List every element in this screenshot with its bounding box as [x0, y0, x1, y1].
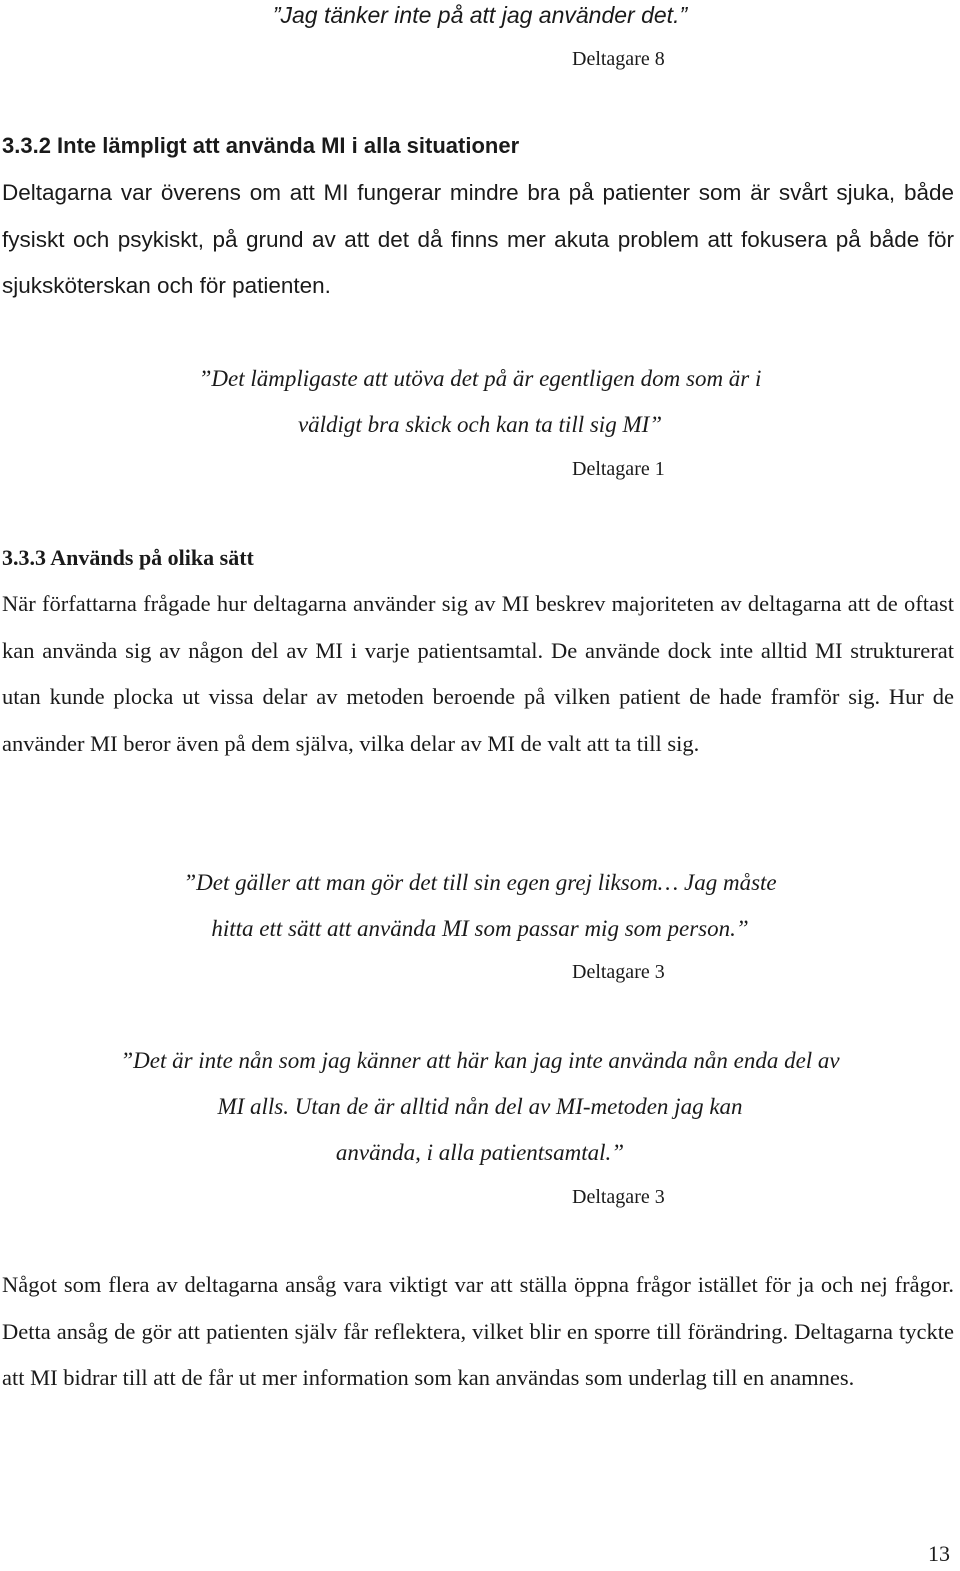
section-paragraph-3-3-2: Deltagarna var överens om att MI fungerar mindre bra på patienter som är svårt sjuka, både fysiskt och psykiskt, på grund av att det då finns mer akuta problem att fokusera på både för sjuksköterskan och för patienten.: [2, 180, 954, 298]
section-heading-3-3-3: 3.3.3 Används på olika sätt: [2, 545, 254, 570]
quote-3b-line-1: ”Det är inte nån som jag känner att här kan jag inte använda nån enda del av: [120, 1048, 840, 1073]
quote-top: ”Jag tänker inte på att jag använder det.”: [272, 2, 688, 28]
quote-top-attribution: Deltagare 8: [572, 48, 665, 70]
quote-1-attribution: Deltagare 1: [572, 458, 665, 480]
section-paragraph-3-3-3: När författarna frågade hur deltagarna använder sig av MI beskrev majoriteten av deltagarna att de oftast kan använda sig av någon del av MI i varje patientsamtal. De använde dock inte alltid MI strukturerat utan kunde plocka ut vissa delar av metoden beroende på vilken patient de hade framför sig. Hur de använder MI beror även på dem själva, vilka delar av MI de valt att ta till sig.: [2, 591, 954, 756]
quote-3a-line-2: hitta ett sätt att använda MI som passar mig som person.”: [211, 916, 749, 941]
section-heading-3-3-2: 3.3.2 Inte lämpligt att använda MI i alla situationer: [2, 133, 520, 158]
quote-1-line-2: väldigt bra skick och kan ta till sig MI”: [297, 412, 663, 437]
closing-paragraph: Något som flera av deltagarna ansåg vara viktigt var att ställa öppna frågor istället för ja och nej frågor. Detta ansåg de gör att patienten själv får reflektera, vilket blir en sporre till förändring. Deltagarna tyckte att MI bidrar till att de får ut mer information som kan användas som underlag till en anamnes.: [2, 1272, 954, 1390]
quote-3a-attribution: Deltagare 3: [572, 961, 665, 983]
quote-3b-line-3: använda, i alla patientsamtal.”: [335, 1140, 625, 1165]
quote-3b-attribution: Deltagare 3: [572, 1186, 665, 1208]
page-number: 13: [928, 1541, 950, 1566]
quote-3a-line-1: ”Det gäller att man gör det till sin egen grej liksom… Jag måste: [183, 870, 777, 895]
quote-3b-line-2: MI alls. Utan de är alltid nån del av MI-metoden jag kan: [217, 1094, 743, 1119]
quote-1-line-1: ”Det lämpligaste att utöva det på är egentligen dom som är i: [198, 366, 762, 391]
